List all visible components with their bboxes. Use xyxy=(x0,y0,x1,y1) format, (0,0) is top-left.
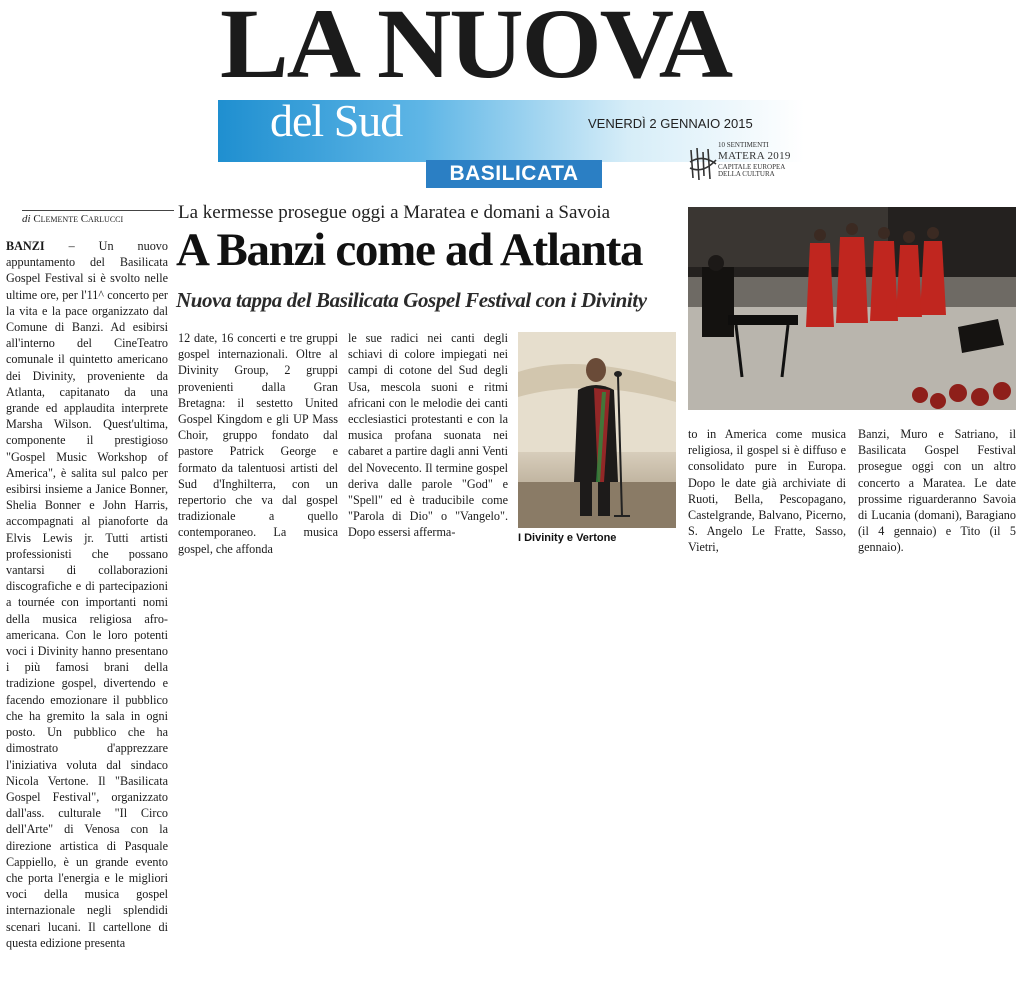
issue-date: VENERDÌ 2 GENNAIO 2015 xyxy=(588,116,753,131)
article-column-5: Banzi, Muro e Satriano, il Basilicata Gospel Festival prosegue oggi con un altro concerto a Maratea. Le date prossime riguarderanno Savoia di Lucania (domani), Baragiano (il 4 gennaio) e Tito (il 5 gennaio). xyxy=(858,427,1016,555)
matera-2019-logo xyxy=(688,140,804,186)
logo-line-3: CAPITALE EUROPEA DELLA CULTURA xyxy=(718,163,785,178)
masthead xyxy=(218,0,804,190)
newspaper-title: LA NUOVA xyxy=(220,0,732,99)
article-subheadline: Nuova tappa del Basilicata Gospel Festival con i Divinity xyxy=(176,288,647,312)
byline-prefix: di xyxy=(22,213,31,225)
column-1-text: – Un nuovo appuntamento del Basilicata Gospel Festival si è svolto nelle ultime ore, per l'11^ concerto per la vita e la pace organizzato dal Comune di Banzi. Ad esibirsi all'interno del CineTeatro comunale il quintetto americano dei Divinity, proveniente da Atlanta, capitanato da una grande ed applaudita interprete Marsha Wilson. Quest'ultima, componente il prestigioso "Gospel Music Workshop of America", è salita sul palco per esibirsi insieme a Janice Bonner, Shelia Bonner e John Harris, accompagnati al pianoforte da Elvis Lewis jr. Tutti artisti professionisti che possano vantarsi di collaborazioni discografiche e di partecipazioni a tournée con importanti nomi della musica religiosa afro-americana. Con le loro potenti voci i Divinity hanno presentano i più famosi brani della tradizione gospel, divertendo e facendo emozionare il pubblico che ha gremito la sala in ogni posto. Un pubblico che ha dimostrato d'apprezzare l'iniziativa voluta dal sindaco Nicola Vertone. Il "Basilicata Gospel Festival", organizzato dall'ass. culturale "Il Circo dell'Arte" di Venosa con la direzione artistica di Pasquale Cappiello, è un grande evento che porta l'energia e le migliori voci della musica gospel internazionale negli splendidi scenari lucani. Il cartellone di questa edizione presenta xyxy=(6,239,168,950)
concert-photo xyxy=(688,207,1016,410)
author-name: Clemente Carlucci xyxy=(33,213,124,225)
article-column-2: 12 date, 16 concerti e tre gruppi gospel internazionali. Oltre al Divinity Group, 2 gruppi provenienti dalla Gran Bretagna: il sestetto United Gospel Kingdom e gli UP Mass Choir, gruppo fondato dal pastore Patrick George e formato da talentuosi artisti del Sud d'Inghilterra, con un repertorio che va dal gospel tradizionale a quello contemporaneo. La musica gospel, che affonda xyxy=(178,331,338,556)
mayor-photo xyxy=(518,332,676,528)
article-column-1 xyxy=(6,238,168,951)
byline xyxy=(22,210,174,225)
concert-illustration xyxy=(688,207,1016,410)
matera-logo-icon xyxy=(688,144,718,184)
article-column-3: le sue radici nei canti degli schiavi di colore impiegati nei campi di cotone del Sud degli Usa, mescola suoni e ritmi africani con le melodie dei canti ecclesiastici protestanti e con la musica profana suonata nei cabaret a partire dagli anni Venti del Novecento. Il termine gospel deriva dalle parole "God" e "Spell" ed è traducibile come "Parola di Dio" o "Vangelo". Dopo essersi afferma- xyxy=(348,331,508,540)
article-kicker: La kermesse prosegue oggi a Maratea e domani a Savoia xyxy=(178,202,611,223)
logo-line-1: 10 SENTIMENTI xyxy=(718,141,769,149)
dateline: BANZI xyxy=(6,239,45,253)
newspaper-subtitle: del Sud xyxy=(270,95,403,146)
mayor-illustration xyxy=(518,332,676,528)
photo-caption: I Divinity e Vertone xyxy=(518,532,617,544)
article-column-4: to in America come musica religiosa, il gospel si è diffuso e consolidato pure in Europa. Dopo le date già archiviate di Ruoti, Bella, Pescopagano, Castelgrande, Balvano, Picerno, S. Angelo Le Fratte, Sasso, Vietri, xyxy=(688,427,846,555)
article-headline: A Banzi come ad Atlanta xyxy=(176,224,643,276)
region-label: BASILICATA xyxy=(426,160,602,188)
logo-line-2: MATERA 2019 xyxy=(718,150,791,162)
